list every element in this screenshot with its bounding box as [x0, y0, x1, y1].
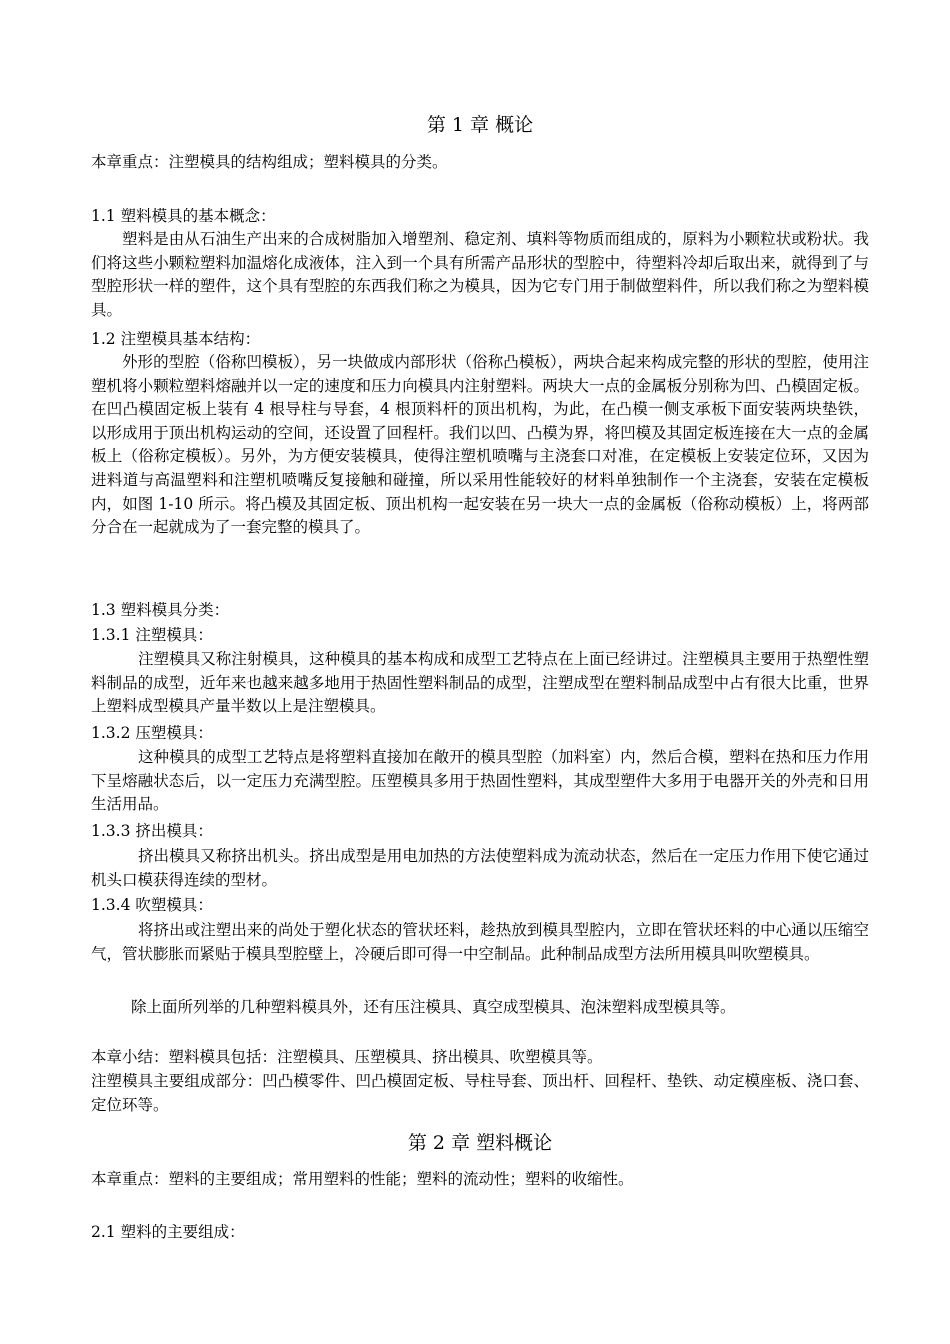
section-2-1-heading: 2.1 塑料的主要组成： — [91, 1223, 245, 1241]
section-1-3-2-heading: 1.3.2 压塑模具： — [91, 724, 213, 742]
section-1-3-1-heading: 1.3.1 注塑模具： — [91, 626, 213, 644]
section-1-2-body: 外形的型腔（俗称凹模板），另一块做成内部形状（俗称凸模板），两块合起来构成完整的形状的型腔，使用注塑机将小颗粒塑料熔融并以一定的速度和压力向模具内注射塑料。两块大一点的金属板分别称为凹、凸模固定板。在凹凸模固定板上装有 4 根导柱与导套，4 根顶料杆的顶出机构，为此，在凸模一侧支承板下面安装两块垫铁，以形成用于顶出机构运动的空间，还设置了回程杆。我们以凹、凸模为界，将凹模及其固定板连接在大一点的金属板上（俗称定模板）。另外，为方便安装模具，使得注塑机喷嘴与主浇套口对准，在定模板上安装定位环，又因为进料道与高温塑料和注塑机喷嘴反复接触和碰撞，所以采用性能较好的材料单独制作一个主浇套，安装在定模板内，如图 1-10 所示。将凸模及其固定板、顶出机构一起安装在另一块大一点的金属板（俗称动模板）上，将两部分合在一起就成为了一套完整的模具了。 — [91, 353, 869, 537]
chapter-1-summary-components: 注塑模具主要组成部分：凹凸模零件、凹凸模固定板、导柱导套、顶出杆、回程杆、垫铁、动定模座板、浇口套、定位环等。 — [91, 1072, 869, 1114]
section-1-3-4-heading: 1.3.4 吹塑模具： — [91, 896, 213, 914]
chapter-1-focus: 本章重点：注塑模具的结构组成；塑料模具的分类。 — [91, 153, 448, 171]
section-1-3-3-heading: 1.3.3 挤出模具： — [91, 822, 213, 840]
section-1-1-heading: 1.1 塑料模具的基本概念： — [91, 207, 276, 225]
chapter-2-title: 第 2 章 塑料概论 — [407, 1132, 553, 1154]
section-1-3-3-body: 挤出模具又称挤出机头。挤出成型是用电加热的方法使塑料成为流动状态，然后在一定压力作用下使它通过机头口模获得连续的型材。 — [91, 847, 869, 889]
section-1-3-1-body: 注塑模具又称注射模具，这种模具的基本构成和成型工艺特点在上面已经讲过。注塑模具主要用于热塑性塑料制品的成型，近年来也越来越多地用于热固性塑料制品的成型，注塑成型在塑料制品成型中占有很大比重，世界上塑料成型模具产量半数以上是注塑模具。 — [91, 650, 869, 716]
section-1-2-heading: 1.2 注塑模具基本结构： — [91, 330, 261, 348]
other-molds-paragraph: 除上面所列举的几种塑料模具外，还有压注模具、真空成型模具、泡沫塑料成型模具等。 — [131, 998, 736, 1016]
chapter-2-focus: 本章重点：塑料的主要组成；常用塑料的性能；塑料的流动性；塑料的收缩性。 — [91, 1170, 634, 1188]
section-1-1-body: 塑料是由从石油生产出来的合成树脂加入增塑剂、稳定剂、填料等物质而组成的，原料为小颗粒状或粉状。我们将这些小颗粒塑料加温熔化成液体，注入到一个具有所需产品形状的型腔中，待塑料冷却后取出来，就得到了与型腔形状一样的塑件，这个具有型腔的东西我们称之为模具，因为它专门用于制做塑料件，所以我们称之为塑料模具。 — [91, 230, 869, 319]
chapter-1-title: 第 1 章 概论 — [426, 114, 534, 136]
section-1-3-heading: 1.3 塑料模具分类： — [91, 601, 230, 619]
section-1-3-4-body: 将挤出或注塑出来的尚处于塑化状态的管状坯料，趁热放到模具型腔内，立即在管状坯料的中心通以压缩空气，管状膨胀而紧贴于模具型腔壁上，冷硬后即可得一中空制品。此种制品成型方法所用模具叫吹塑模具。 — [91, 921, 869, 963]
chapter-1-summary: 本章小结：塑料模具包括：注塑模具、压塑模具、挤出模具、吹塑模具等。 — [91, 1048, 603, 1066]
section-1-3-2-body: 这种模具的成型工艺特点是将塑料直接加在敞开的模具型腔（加料室）内，然后合模，塑料在热和压力作用下呈熔融状态后，以一定压力充满型腔。压塑模具多用于热固性塑料，其成型塑件大多用于电器开关的外壳和日用生活用品。 — [91, 748, 869, 814]
